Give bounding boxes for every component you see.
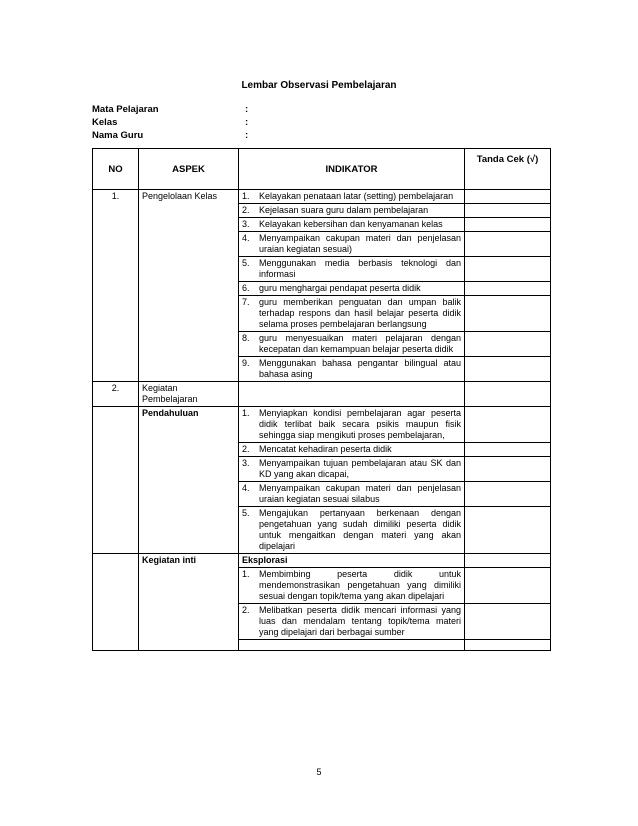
indicator-text: Menyampaikan cakupan materi dan penjelasan uraian kegiatan sesuai silabus (259, 483, 461, 504)
header-tanda-cek: Tanda Cek (√) (465, 149, 551, 190)
indicator-cell (239, 204, 465, 218)
check-cell[interactable] (465, 507, 551, 554)
indicator-cell (239, 282, 465, 296)
indicator-cell (239, 457, 465, 482)
check-cell[interactable] (465, 282, 551, 296)
check-cell[interactable] (465, 332, 551, 357)
indicator-cell (239, 190, 465, 204)
indicator-number: 2. (242, 205, 250, 215)
header-row (93, 149, 551, 190)
sub-aspek-pendahuluan: Pendahuluan (139, 407, 239, 554)
check-cell[interactable] (465, 443, 551, 457)
check-cell[interactable] (465, 482, 551, 507)
indicator-text: Mencatat kehadiran peserta didik (259, 444, 392, 454)
indicator-text: Menyampaikan tujuan pembelajaran atau SK dan KD yang akan dicapai, (259, 458, 461, 479)
indicator-text: guru menghargai pendapat peserta didik (259, 283, 421, 293)
page-number: 5 (316, 767, 322, 777)
info-label: Kelas (92, 117, 118, 128)
indicator-text: Menyampaikan cakupan materi dan penjelasan uraian kegiatan sesuai) (259, 233, 461, 254)
indicator-number: 9. (242, 358, 250, 368)
indicator-cell (239, 218, 465, 232)
check-cell[interactable] (465, 357, 551, 382)
check-cell[interactable] (465, 554, 551, 568)
indicator-number: 4. (242, 483, 250, 493)
info-label: Nama Guru (92, 130, 144, 141)
indicator-text: Kelayakan penataan latar (setting) pembelajaran (259, 191, 454, 201)
eksplorasi-heading: Eksplorasi (239, 554, 465, 568)
check-cell[interactable] (465, 218, 551, 232)
info-colon: : (245, 117, 249, 128)
check-cell[interactable] (465, 232, 551, 257)
indicator-number: 5. (242, 258, 250, 268)
check-cell[interactable] (465, 296, 551, 332)
indicator-text: guru memberikan penguatan dan umpan balik terhadap respons dan hasil belajar peserta didik selama proses pembelajaran berlangsung (259, 297, 461, 329)
check-cell[interactable] (465, 604, 551, 640)
indicator-text: guru menyesuaikan materi pelajaran dengan kecepatan dan kemampuan belajar peserta didik (259, 333, 461, 354)
indicator-cell (239, 296, 465, 332)
check-cell[interactable] (465, 407, 551, 443)
indicator-number: 3. (242, 219, 250, 229)
check-cell[interactable] (465, 204, 551, 218)
table-row (93, 190, 551, 204)
indicator-cell (239, 407, 465, 443)
indicator-cell (239, 257, 465, 282)
aspek-cell: Pengelolaan Kelas (139, 190, 239, 382)
indicator-text: Menggunakan bahasa pengantar bilingual atau bahasa asing (259, 358, 461, 379)
document-title: Lembar Observasi Pembelajaran (241, 80, 397, 91)
indicator-number: 1. (242, 191, 250, 201)
check-cell[interactable] (465, 382, 551, 407)
table-row (93, 382, 551, 407)
indicator-cell (239, 507, 465, 554)
check-cell[interactable] (465, 568, 551, 604)
indicator-cell (239, 332, 465, 357)
observation-table (92, 148, 551, 651)
table-row (93, 407, 551, 443)
indicator-number: 8. (242, 333, 250, 343)
aspek-cell: Kegiatan Pembelajaran (139, 382, 239, 407)
indicator-cell (239, 357, 465, 382)
info-label: Mata Pelajaran (92, 104, 159, 115)
indicator-cell-empty (239, 382, 465, 407)
indicator-cell (239, 604, 465, 640)
indicator-cell (239, 232, 465, 257)
indicator-text: Mengajukan pertanyaan berkenaan dengan pengetahuan yang sudah dimiliki peserta didik untuk mengaitkan dengan materi yang akan dipelajari (259, 508, 461, 551)
sub-aspek-kegiatan-inti: Kegiatan inti (139, 554, 239, 651)
row-number: 1. (93, 190, 139, 382)
check-cell[interactable] (465, 257, 551, 282)
header-indikator: INDIKATOR (239, 149, 465, 190)
indicator-text: Menyiapkan kondisi pembelajaran agar peserta didik terlibat baik secara psikis maupun fisik sehingga siap mengikuti proses pembelajaran, (259, 408, 461, 440)
indicator-text: Kelayakan kebersihan dan kenyamanan kelas (259, 219, 443, 229)
table-row (93, 554, 551, 568)
indicator-number: 2. (242, 605, 250, 615)
indicator-cell (239, 443, 465, 457)
indicator-text: Melibatkan peserta didik mencari informasi yang luas dan mendalam tentang topik/tema materi yang dipelajari dari berbagai sumber (259, 605, 461, 637)
indicator-number: 1. (242, 569, 250, 579)
header-aspek: ASPEK (139, 149, 239, 190)
indicator-number: 6. (242, 283, 250, 293)
indicator-number: 7. (242, 297, 250, 307)
header-no: NO (93, 149, 139, 190)
indicator-cell (239, 568, 465, 604)
indicator-number: 5. (242, 508, 250, 518)
indicator-number: 2. (242, 444, 250, 454)
indicator-number: 1. (242, 408, 250, 418)
indicator-text: Membimbing peserta didik untuk mendemonstrasikan pengetahuan yang dimiliki sesuai dengan topik/tema yang akan dipelajari (259, 569, 461, 601)
check-cell[interactable] (465, 457, 551, 482)
indicator-cell-continued (239, 640, 465, 651)
indicator-number: 4. (242, 233, 250, 243)
row-number-empty (93, 554, 139, 651)
indicator-number: 3. (242, 458, 250, 468)
info-colon: : (245, 130, 249, 141)
info-colon: : (245, 104, 249, 115)
indicator-cell (239, 482, 465, 507)
row-number-empty (93, 407, 139, 554)
indicator-text: Kejelasan suara guru dalam pembelajaran (259, 205, 429, 215)
indicator-text: Menggunakan media berbasis teknologi dan informasi (259, 258, 461, 279)
row-number: 2. (93, 382, 139, 407)
check-cell[interactable] (465, 640, 551, 651)
check-cell[interactable] (465, 190, 551, 204)
